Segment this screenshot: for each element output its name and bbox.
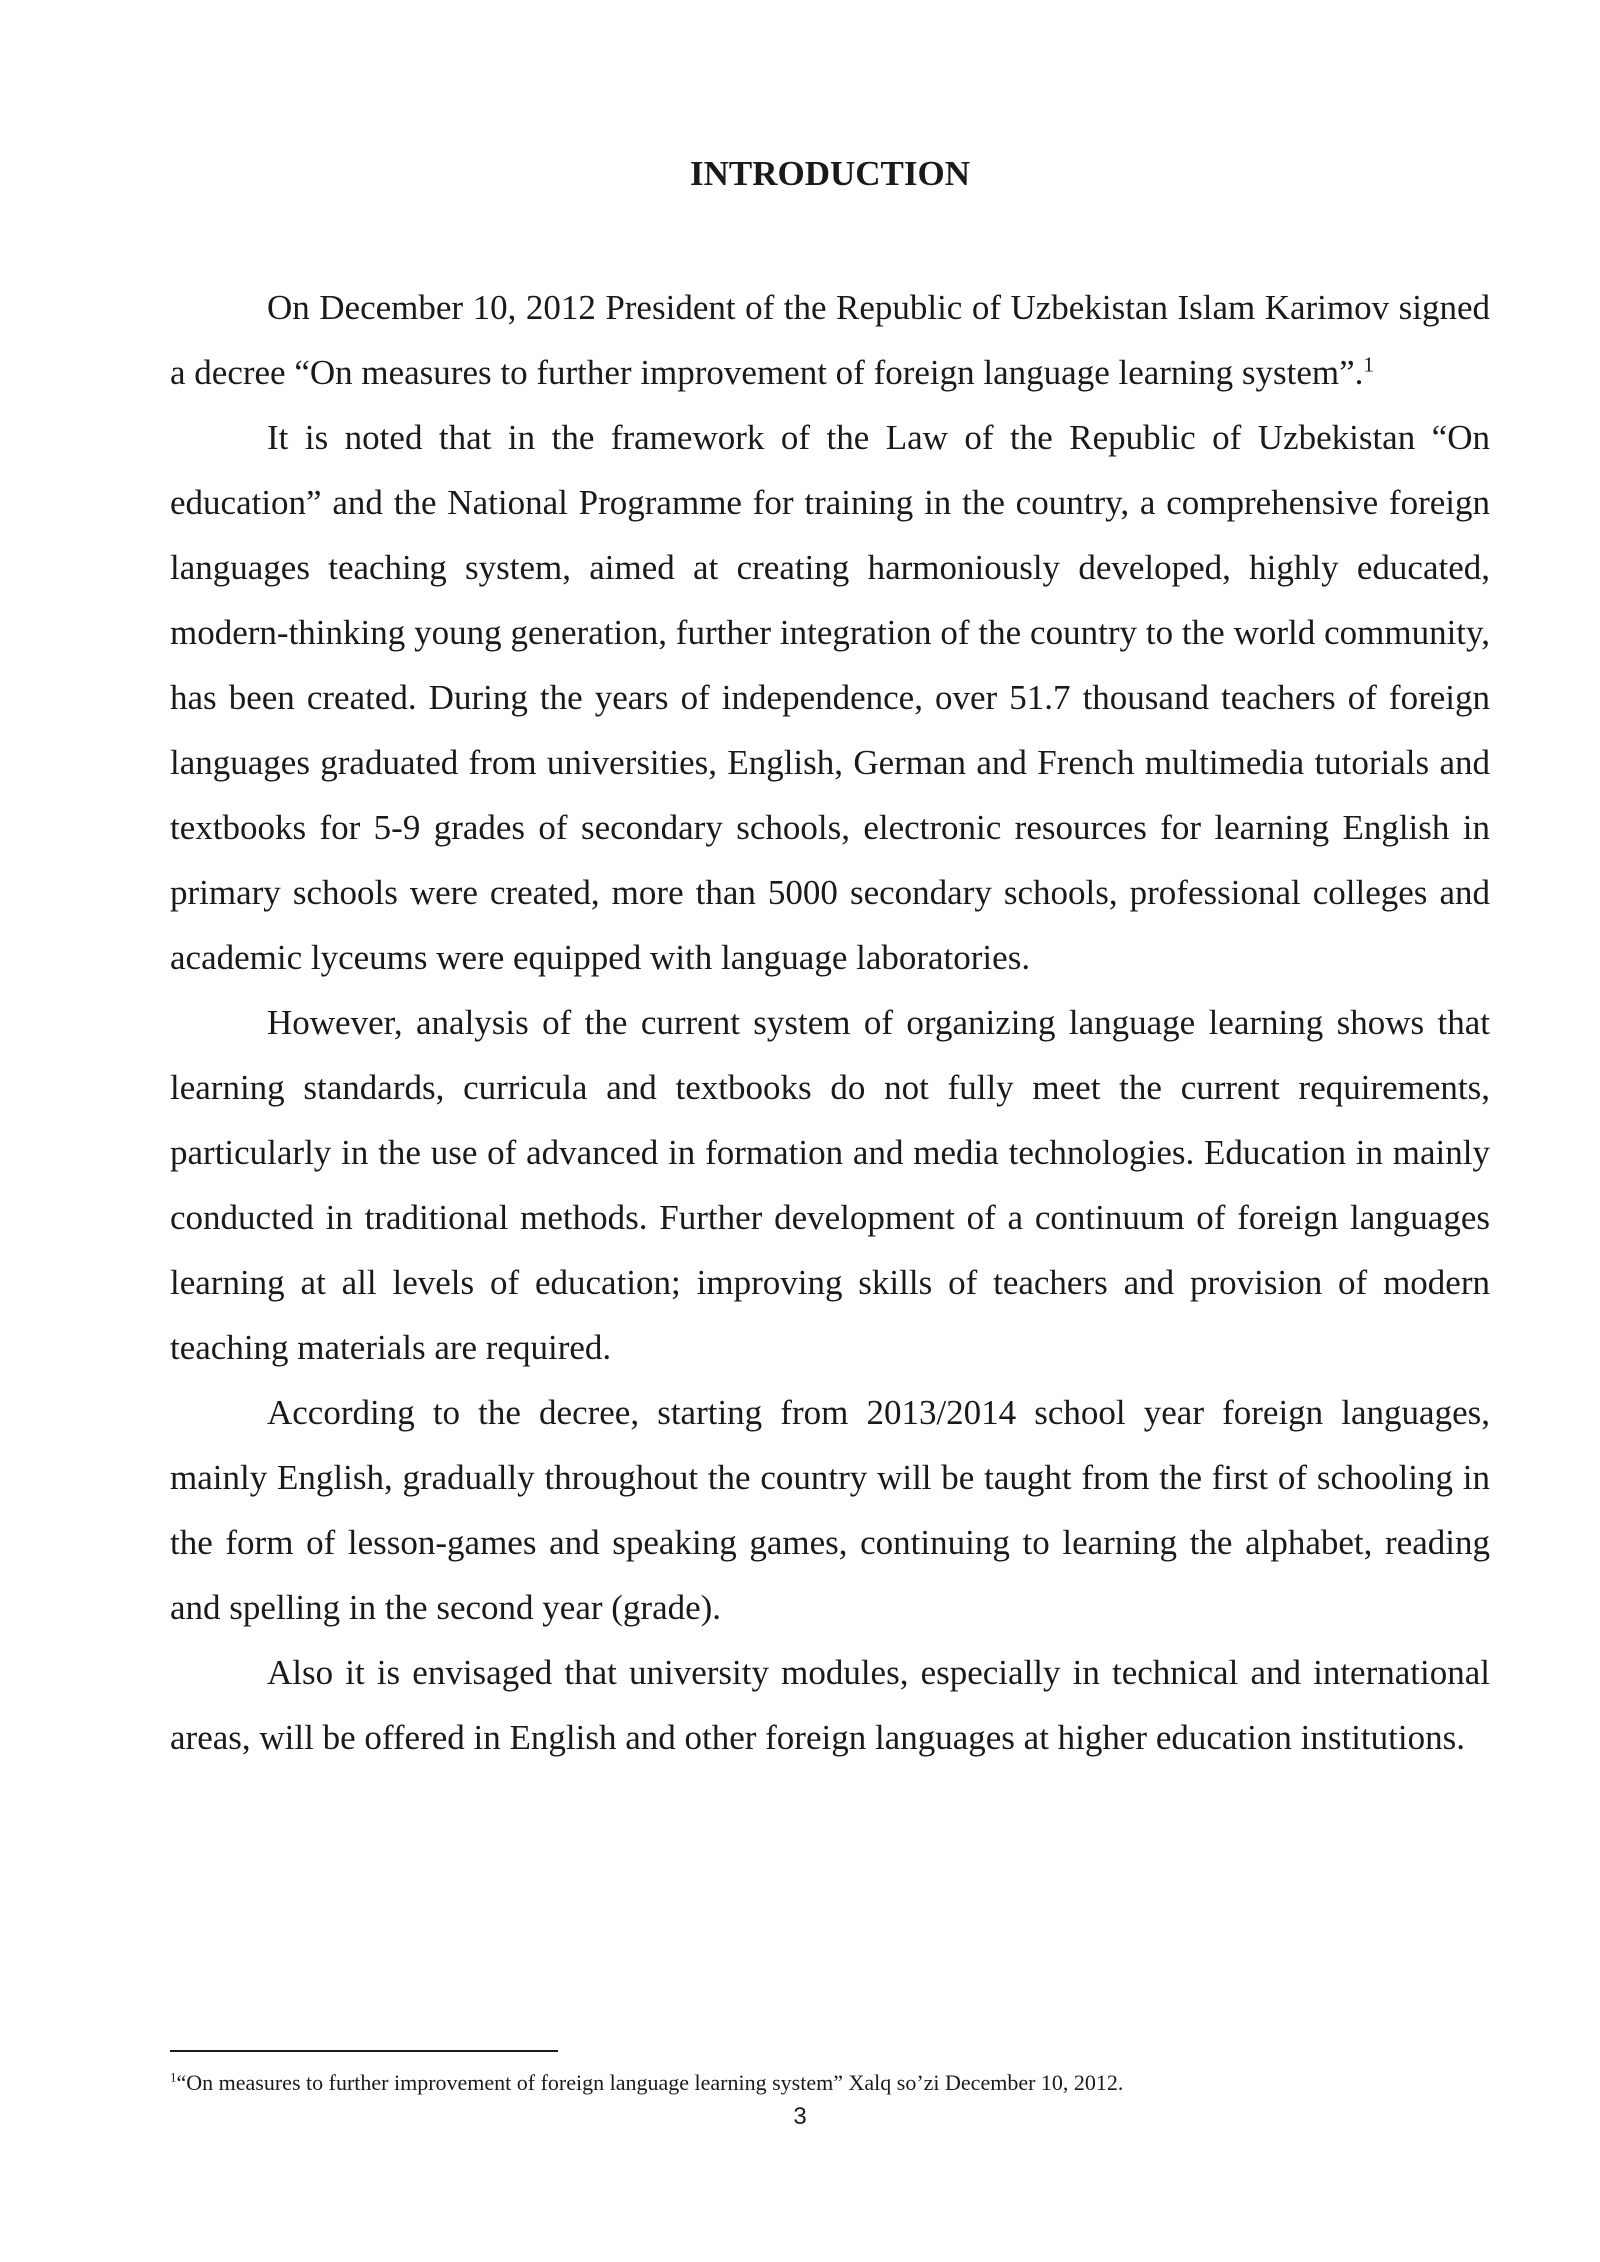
footnote xyxy=(170,2068,1490,2098)
paragraph-3: However, analysis of the current system of organizing language learning shows that learning standards, curricula and textbooks do not fully meet the current requirements, particularly in the use of advanced in formation and media technologies. Education in mainly conducted in traditional methods. Further development of a continuum of foreign languages learning at all levels of education; improving skills of teachers and provision of modern teaching materials are required. xyxy=(170,1003,1490,1367)
body-text xyxy=(170,275,1490,1770)
page-number: 3 xyxy=(793,2103,807,2130)
paragraph-1 xyxy=(170,275,1490,405)
paragraph-2: It is noted that in the framework of the Law of the Republic of Uzbekistan “On education” and the National Programme for training in the country, a comprehensive foreign languages teaching system, aimed at creating harmoniously developed, highly educated, modern-thinking young generation, further integration of the country to the world community, has been created. During the years of independence, over 51.7 thousand teachers of foreign languages graduated from universities, English, German and French multimedia tutorials and textbooks for 5-9 grades of secondary schools, electronic resources for learning English in primary schools were created, more than 5000 secondary schools, professional colleges and academic lyceums were equipped with language laboratories. xyxy=(170,418,1490,977)
page-heading: INTRODUCTION xyxy=(689,154,971,193)
footnote-reference: 1 xyxy=(1363,352,1374,377)
footnote-text: “On measures to further improvement of foreign language learning system” Xalq so’zi December 10, 2012. xyxy=(176,2070,1124,2095)
footnote-separator xyxy=(170,2050,558,2052)
paragraph-5: Also it is envisaged that university modules, especially in technical and international areas, will be offered in English and other foreign languages at higher education institutions. xyxy=(170,1653,1490,1757)
paragraph-4: According to the decree, starting from 2013/2014 school year foreign languages, mainly English, gradually throughout the country will be taught from the first of schooling in the form of lesson-games and speaking games, continuing to learning the alphabet, reading and spelling in the second year (grade). xyxy=(170,1393,1490,1627)
footnote-marker: 1 xyxy=(170,2069,177,2085)
paragraph-1-text: On December 10, 2012 President of the Republic of Uzbekistan Islam Karimov signed a decree “On measures to further improvement of foreign language learning system”. xyxy=(170,288,1490,392)
